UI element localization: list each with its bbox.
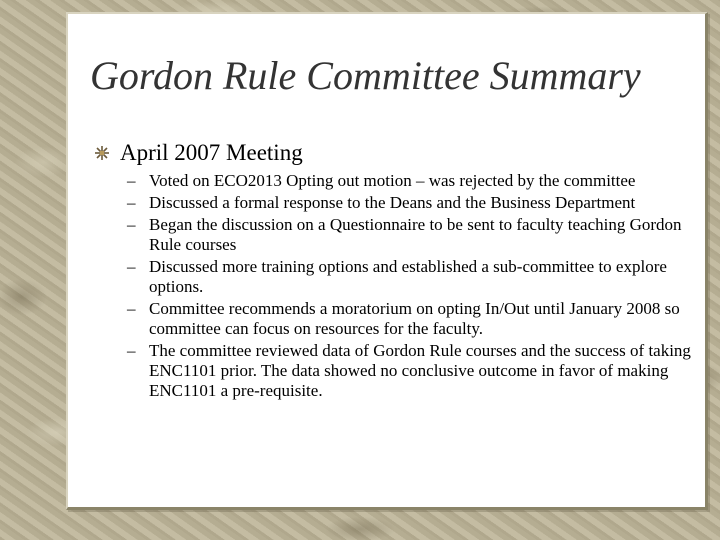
- pinwheel-bullet-icon: [94, 145, 110, 161]
- dash-marker: –: [127, 299, 136, 318]
- list-item: [127, 215, 692, 255]
- list-item: [127, 341, 692, 401]
- list-item-text: Began the discussion on a Questionnaire to be sent to faculty teaching Gordon Rule courses: [149, 215, 682, 254]
- list-item: [127, 171, 692, 191]
- list-item-text: Discussed more training options and established a sub-committee to explore options.: [149, 257, 667, 296]
- dash-marker: –: [127, 341, 136, 360]
- dash-marker: –: [127, 257, 136, 276]
- dash-marker: –: [127, 193, 136, 212]
- list-item-text: Voted on ECO2013 Opting out motion – was rejected by the committee: [149, 171, 636, 190]
- list-item: [127, 299, 692, 339]
- list-item-text: Committee recommends a moratorium on opting In/Out until January 2008 so committee can focus on resources for the faculty.: [149, 299, 680, 338]
- sub-bullet-list: [127, 171, 692, 403]
- slide-title: Gordon Rule Committee Summary: [90, 53, 641, 98]
- list-item-text: Discussed a formal response to the Deans and the Business Department: [149, 193, 636, 212]
- list-item: [127, 257, 692, 297]
- main-bullet: [94, 140, 303, 166]
- meeting-heading: April 2007 Meeting: [120, 140, 303, 165]
- dash-marker: –: [127, 171, 136, 190]
- list-item: [127, 193, 692, 213]
- list-item-text: The committee reviewed data of Gordon Rule courses and the success of taking ENC1101 prior. The data showed no conclusive outcome in favor of making ENC1101 a pre-requisite.: [149, 341, 691, 400]
- dash-marker: –: [127, 215, 136, 234]
